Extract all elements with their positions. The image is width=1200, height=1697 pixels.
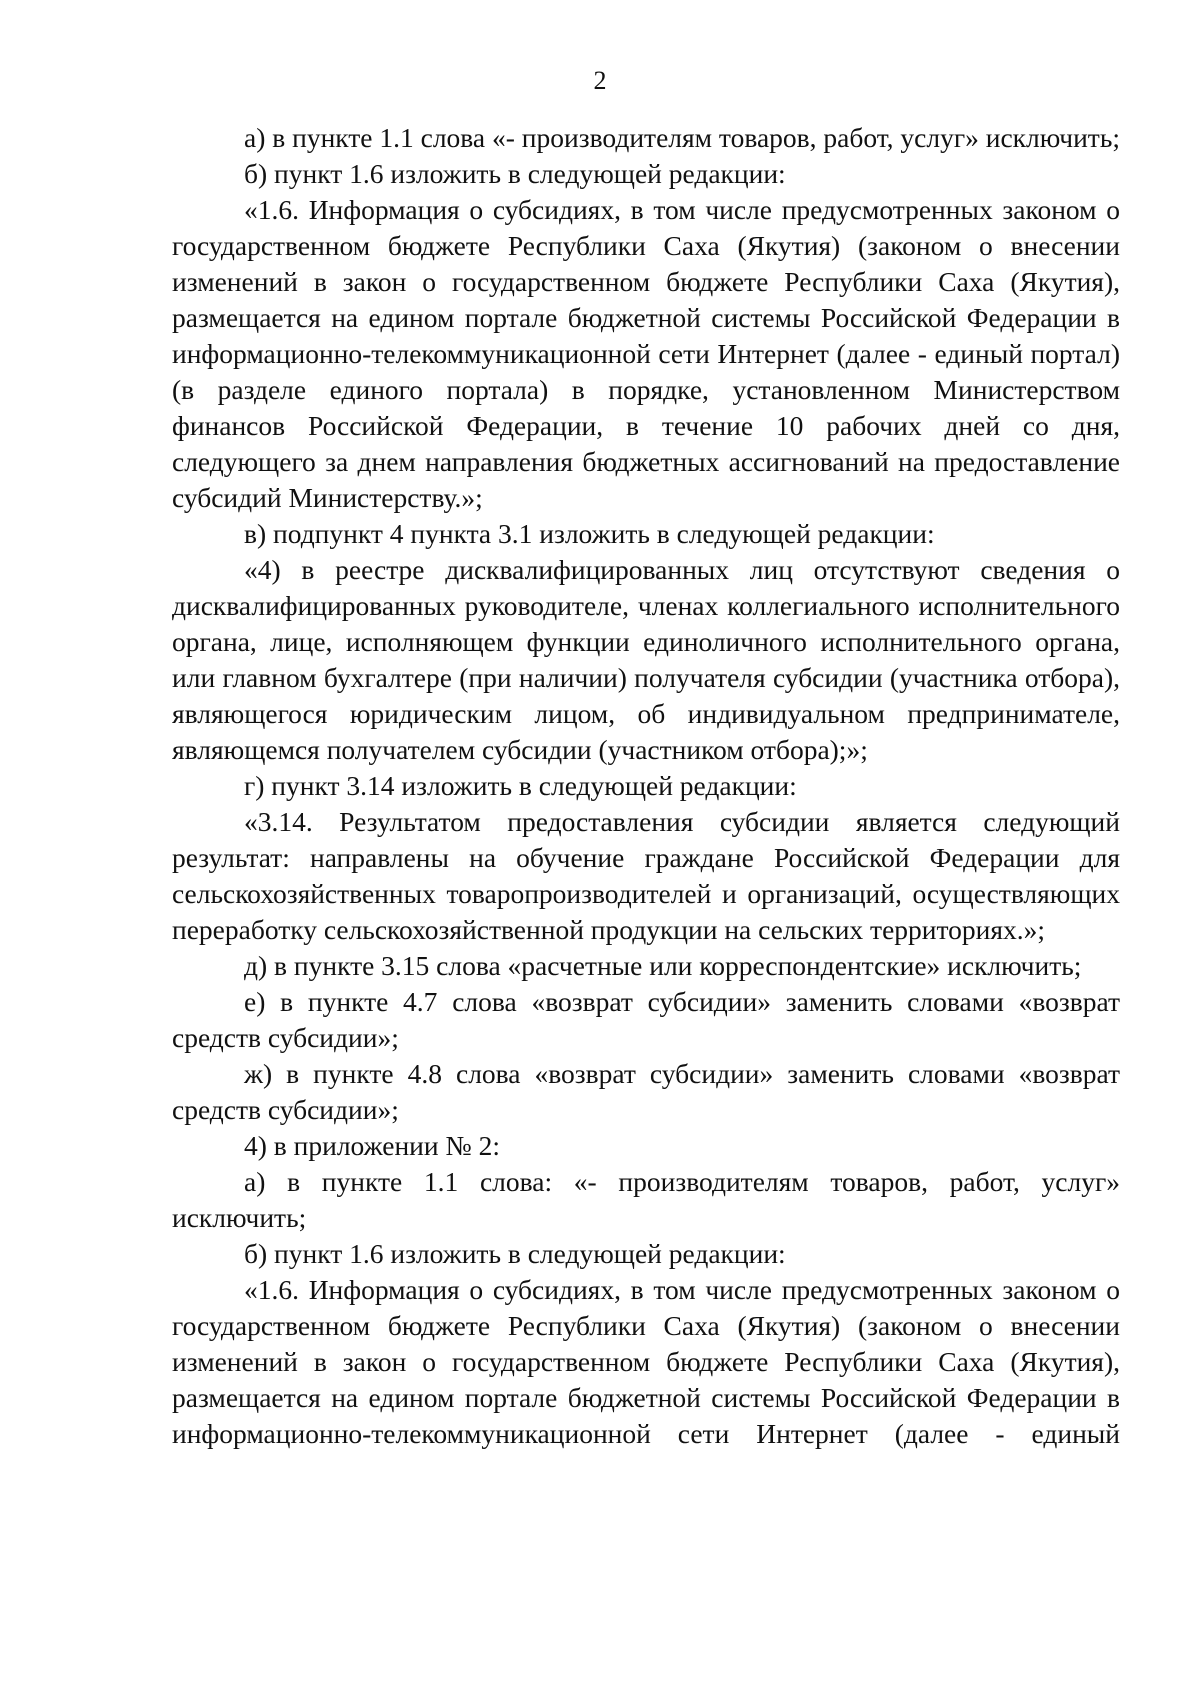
paragraph-quote-4: «4) в реестре дисквалифицированных лиц отсутствуют сведения о дисквалифицированных руководителе, членах коллегиального исполнительного органа, лице, исполняющем функции единоличного исполнительного органа, или главном бухгалтере (при наличии) получателя субсидии (участника отбора), являющегося юридическим лицом, об индивидуальном предпринимателе, являющемся получателем субсидии (участником отбора);»;	[172, 554, 1120, 765]
paragraph-item-g-3-14: г) пункт 3.14 изложить в следующей редакции:	[244, 770, 797, 801]
paragraph-quote-3-14: «3.14. Результатом предоставления субсидии является следующий результат: направлены на обучение граждане Российской Федерации для сельскохозяйственных товаропроизводителей и организаций, осуществляющих переработку сельскохозяйственной продукции на сельских территориях.»;	[172, 806, 1120, 945]
paragraph-appendix-2-item-a: а) в пункте 1.1 слова: «- производителям товаров, работ, услуг» исключить;	[172, 1166, 1120, 1233]
paragraph-item-v-3-1: в) подпункт 4 пункта 3.1 изложить в следующей редакции:	[244, 518, 935, 549]
paragraph-quote-1-6: «1.6. Информация о субсидиях, в том числе предусмотренных законом о государственном бюджете Республики Саха (Якутия) (законом о внесении изменений в закон о государственном бюджете Республики Саха (Якутия), размещается на едином портале бюджетной системы Российской Федерации в информационно-телекоммуникационной сети Интернет (далее - единый портал) (в разделе единого портала) в порядке, установленном Министерством финансов Российской Федерации, в течение 10 рабочих дней со дня, следующего за днем направления бюджетных ассигнований на предоставление субсидий Министерству.»;	[172, 194, 1120, 513]
paragraph-item-a-1-1: а) в пункте 1.1 слова «- производителям товаров, работ, услуг» исключить;	[244, 122, 1121, 153]
page-number: 2	[593, 66, 607, 95]
document-body	[172, 120, 1120, 1452]
paragraph-appendix-2-quote-1-6: «1.6. Информация о субсидиях, в том числе предусмотренных законом о государственном бюджете Республики Саха (Якутия) (законом о внесении изменений в закон о государственном бюджете Республики Саха (Якутия), размещается на едином портале бюджетной системы Российской Федерации в информационно-телекоммуникационной сети Интернет (далее - единый	[172, 1274, 1120, 1449]
paragraph-item-e-4-7: е) в пункте 4.7 слова «возврат субсидии» заменить словами «возврат средств субсидии»;	[172, 986, 1120, 1053]
paragraph-appendix-2: 4) в приложении № 2:	[244, 1130, 500, 1161]
paragraph-item-zh-4-8: ж) в пункте 4.8 слова «возврат субсидии» заменить словами «возврат средств субсидии»;	[172, 1058, 1120, 1125]
paragraph-item-b-1-6: б) пункт 1.6 изложить в следующей редакции:	[244, 158, 786, 189]
paragraph-appendix-2-item-b: б) пункт 1.6 изложить в следующей редакции:	[244, 1238, 786, 1269]
paragraph-item-d-3-15: д) в пункте 3.15 слова «расчетные или корреспондентские» исключить;	[244, 950, 1082, 981]
